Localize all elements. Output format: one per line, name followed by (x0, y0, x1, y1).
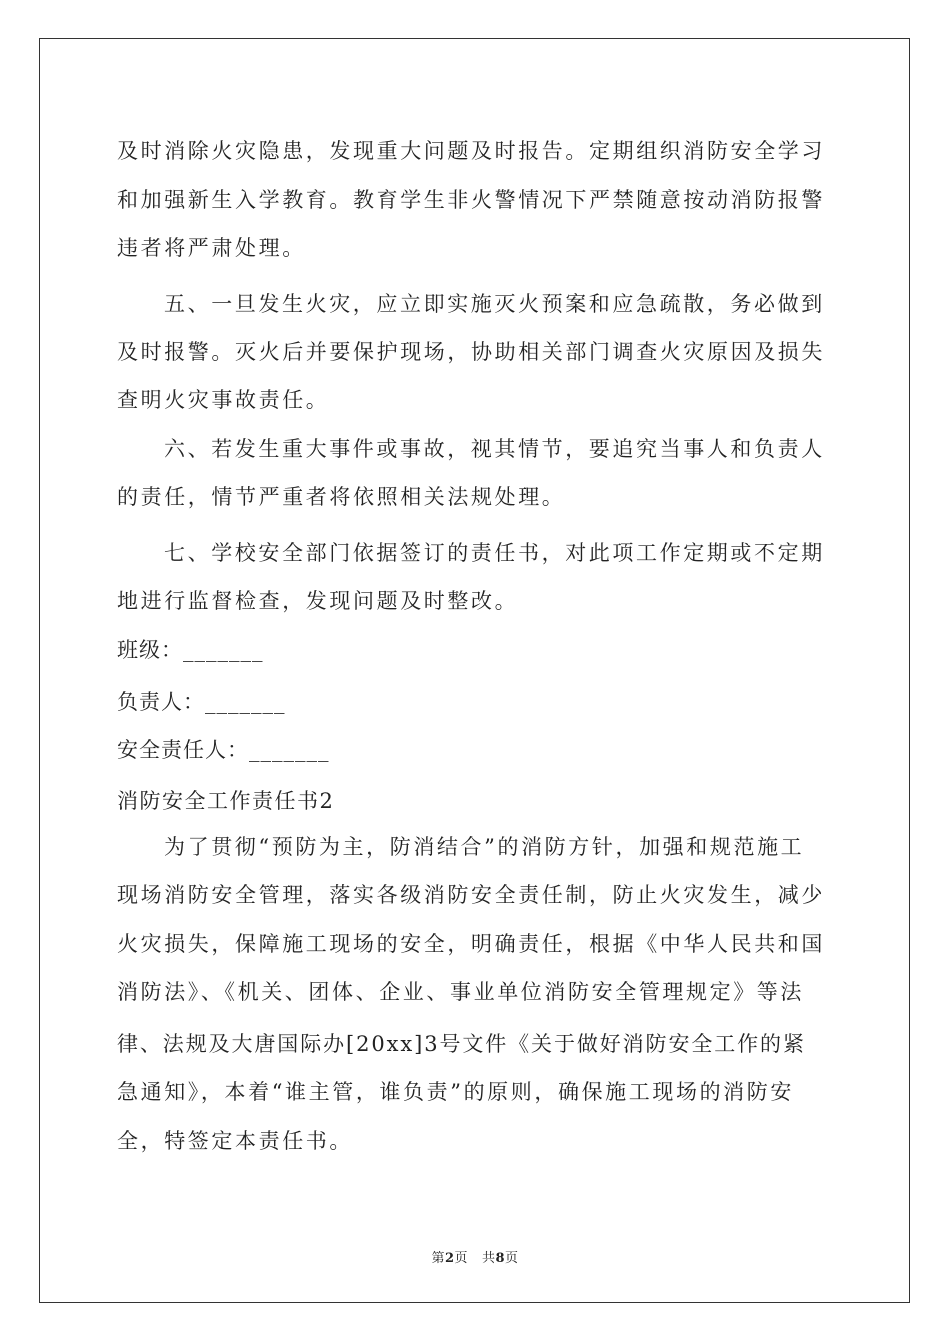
section-line: 急通知》，本着“谁主管，谁负责”的原则，确保施工现场的消防安 (117, 1080, 794, 1104)
section-title: 消防安全工作责任书2 (117, 789, 335, 813)
body-line: 查明火灾事故责任。 (117, 388, 330, 412)
current-page-number: 2 (444, 1251, 455, 1266)
responsible-label: 负责人： (117, 690, 205, 714)
body-line: 地进行监督检查，发现问题及时整改。 (117, 589, 519, 613)
safety-officer-field (117, 736, 330, 764)
footer-total-unit: 页 (505, 1251, 519, 1266)
page-footer (0, 1247, 950, 1266)
class-field (117, 636, 264, 664)
section-line: 为了贯彻“预防为主，防消结合”的消防方针，加强和规范施工 (164, 835, 805, 859)
page-border (39, 38, 910, 1303)
footer-prefix: 第 (431, 1251, 445, 1266)
clause-six: 六、若发生重大事件或事故，视其情节，要追究当事人和负责人 (164, 437, 825, 461)
body-line: 违者将严肃处理。 (117, 236, 306, 260)
class-blank: _______ (183, 638, 264, 662)
section-line: 火灾损失，保障施工现场的安全，明确责任，根据《中华人民共和国 (117, 932, 825, 956)
body-line: 的责任，情节严重者将依照相关法规处理。 (117, 485, 566, 509)
clause-seven: 七、学校安全部门依据签订的责任书，对此项工作定期或不定期 (164, 541, 825, 565)
responsible-blank: _______ (205, 690, 286, 714)
safety-officer-blank: _______ (249, 738, 330, 762)
total-page-count: 8 (495, 1251, 506, 1266)
section-line: 现场消防安全管理，落实各级消防安全责任制，防止火灾发生，减少 (117, 883, 825, 907)
class-label: 班级： (117, 638, 183, 662)
safety-officer-label: 安全责任人： (117, 738, 249, 762)
body-line: 及时消除火灾隐患，发现重大问题及时报告。定期组织消防安全学习 (117, 139, 825, 163)
section-line: 消防法》、《机关、团体、企业、事业单位消防安全管理规定》等法 (117, 980, 804, 1004)
section-line: 律、法规及大唐国际办[20xx]3号文件《关于做好消防安全工作的紧 (117, 1032, 806, 1056)
clause-five: 五、一旦发生火灾，应立即实施灭火预案和应急疏散，务必做到 (164, 292, 825, 316)
section-line: 全，特签定本责任书。 (117, 1129, 353, 1153)
body-line: 及时报警。灭火后并要保护现场，协助相关部门调查火灾原因及损失 (117, 340, 825, 364)
body-line: 和加强新生入学教育。教育学生非火警情况下严禁随意按动消防报警 (117, 188, 825, 212)
footer-total-prefix: 共 (481, 1251, 496, 1266)
responsible-field (117, 688, 286, 716)
footer-page-unit: 页 (454, 1251, 469, 1266)
